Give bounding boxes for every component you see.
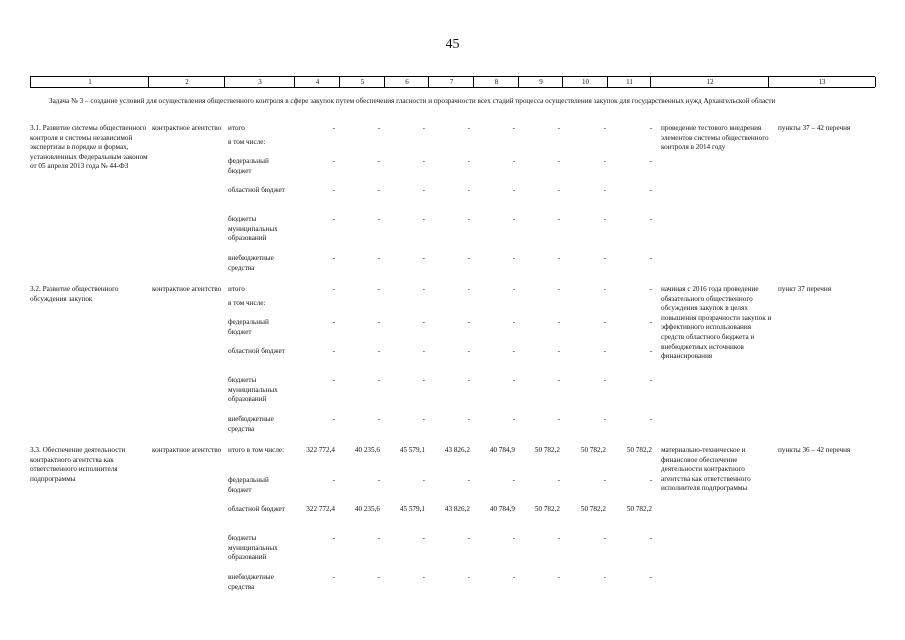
funding-value: - (557, 186, 560, 194)
funding-value: - (422, 415, 425, 423)
page-number: 45 (445, 37, 460, 52)
funding-value: 45 579,1 (399, 446, 425, 454)
funding-value: - (603, 254, 606, 262)
activity-name: 3.3. Обеспечение деятельности контрактного агентства как ответственного исполнителя подпрограммы (30, 446, 126, 483)
header-cell: 12 (650, 77, 769, 87)
funding-value: - (603, 347, 606, 355)
funding-value: - (512, 254, 515, 262)
funding-value: - (603, 285, 606, 293)
funding-value: - (649, 476, 652, 484)
header-cell: 5 (339, 77, 385, 87)
funding-value: - (512, 573, 515, 581)
funding-value: - (512, 157, 515, 165)
activity-reference: пункт 37 перечня (778, 285, 832, 293)
header-cell: 1 (30, 77, 149, 87)
funding-value: - (467, 124, 470, 132)
funding-source-label: итого (228, 124, 245, 132)
funding-value: - (649, 415, 652, 423)
funding-source-label: федеральный бюджет (228, 157, 269, 175)
funding-value: 40 235,6 (354, 446, 380, 454)
funding-value: - (377, 157, 380, 165)
funding-value: - (512, 215, 515, 223)
funding-value: 50 782,2 (626, 505, 652, 513)
funding-value: 45 579,1 (399, 505, 425, 513)
funding-value: 43 826,2 (444, 505, 470, 513)
funding-value: - (332, 376, 335, 384)
funding-value: 50 782,2 (534, 446, 560, 454)
activity-name: 3.2. Развитие общественного обсуждения закупок (30, 285, 119, 303)
funding-value: - (467, 376, 470, 384)
activity-reference: пункты 37 – 42 перечня (778, 124, 851, 132)
funding-value: - (467, 285, 470, 293)
funding-source-label: итого (228, 285, 245, 293)
funding-source-label: в том числе: (228, 138, 266, 146)
header-cell: 10 (562, 77, 608, 87)
funding-value: - (512, 476, 515, 484)
funding-value: - (467, 215, 470, 223)
activity-result: материально-техническое и финансовое обеспечение деятельности контрактного агентства как ответственного исполнителя подпрограммы (661, 446, 751, 493)
funding-value: - (603, 573, 606, 581)
funding-source-label: федеральный бюджет (228, 476, 269, 494)
funding-value: - (512, 376, 515, 384)
funding-value: - (649, 254, 652, 262)
funding-value: - (332, 476, 335, 484)
funding-value: - (603, 157, 606, 165)
funding-value: - (603, 215, 606, 223)
funding-value: - (422, 124, 425, 132)
funding-value: - (377, 186, 380, 194)
activity-result: начиная с 2016 года проведение обязательного общественного обсуждения закупок в целях повышения прозрачности закупок и эффективного использования средств областного бюджета и внебюджетных источников финансирования (661, 285, 772, 361)
funding-value: - (422, 476, 425, 484)
funding-value: - (512, 318, 515, 326)
funding-value: - (467, 318, 470, 326)
header-cell: 4 (294, 77, 340, 87)
funding-value: - (332, 534, 335, 542)
funding-value: - (557, 215, 560, 223)
funding-source-label: в том числе: (228, 299, 266, 307)
funding-value: - (649, 215, 652, 223)
funding-value: - (422, 285, 425, 293)
funding-value: - (332, 124, 335, 132)
header-cell: 13 (768, 77, 876, 87)
funding-value: - (557, 376, 560, 384)
header-cell: 8 (473, 77, 519, 87)
funding-value: - (557, 347, 560, 355)
funding-value: - (467, 415, 470, 423)
funding-value: - (422, 318, 425, 326)
funding-value: - (557, 573, 560, 581)
funding-value: - (649, 318, 652, 326)
header-cell: 6 (384, 77, 429, 87)
funding-value: - (649, 186, 652, 194)
funding-value: - (603, 318, 606, 326)
funding-value: - (332, 285, 335, 293)
table-header-row (30, 76, 875, 88)
funding-value: - (377, 215, 380, 223)
funding-source-label: бюджеты муниципальных образований (228, 534, 278, 562)
activity-reference: пункты 36 – 42 перечня (778, 446, 851, 454)
header-cell: 9 (518, 77, 563, 87)
funding-value: 50 782,2 (534, 505, 560, 513)
funding-value: - (512, 415, 515, 423)
funding-value: 40 784,9 (489, 505, 515, 513)
header-cell: 11 (607, 77, 651, 87)
funding-source-label: областной бюджет (228, 505, 285, 513)
funding-value: - (557, 157, 560, 165)
funding-value: - (467, 476, 470, 484)
funding-value: - (422, 376, 425, 384)
funding-value: - (512, 285, 515, 293)
funding-value: - (332, 186, 335, 194)
header-cell: 3 (224, 77, 295, 87)
funding-value: - (332, 318, 335, 326)
funding-value: 50 782,2 (580, 505, 606, 513)
funding-value: - (512, 534, 515, 542)
funding-value: - (557, 254, 560, 262)
funding-value: - (377, 285, 380, 293)
funding-value: - (649, 124, 652, 132)
funding-source-label: внебюджетные средства (228, 573, 274, 591)
funding-value: - (377, 124, 380, 132)
funding-source-label: итого в том числе: (228, 446, 285, 454)
task-title: Задача № 3 – создание условий для осуществления общественного контроля в сфере закупок путем обеспечения гласности и прозрачности всех стадий процесса осуществления закупок для государственных нужд Архангельской области (49, 97, 776, 105)
funding-value: - (557, 285, 560, 293)
funding-value: - (467, 347, 470, 355)
funding-value: 50 782,2 (626, 446, 652, 454)
funding-value: - (649, 157, 652, 165)
funding-source-label: бюджеты муниципальных образований (228, 376, 278, 404)
activity-executor: контрактное агентство (152, 285, 222, 293)
funding-value: - (467, 186, 470, 194)
funding-value: - (377, 476, 380, 484)
funding-value: - (603, 124, 606, 132)
funding-source-label: внебюджетные средства (228, 254, 274, 272)
funding-value: - (603, 476, 606, 484)
activity-result: проведение тестового внедрения элементов системы общественного контроля в 2014 году (661, 124, 769, 152)
funding-value: 322 772,4 (306, 446, 335, 454)
funding-source-label: областной бюджет (228, 347, 285, 355)
funding-value: - (603, 534, 606, 542)
funding-value: 322 772,4 (306, 505, 335, 513)
funding-source-label: областной бюджет (228, 186, 285, 194)
funding-value: - (649, 376, 652, 384)
funding-value: - (332, 157, 335, 165)
activity-executor: контрактное агентство (152, 446, 222, 454)
funding-value: - (649, 534, 652, 542)
funding-value: - (467, 254, 470, 262)
funding-value: 43 826,2 (444, 446, 470, 454)
activity-executor: контрактное агентство (152, 124, 222, 132)
funding-value: - (422, 157, 425, 165)
header-cell: 7 (428, 77, 474, 87)
funding-value: - (557, 476, 560, 484)
funding-value: - (557, 124, 560, 132)
funding-value: - (422, 347, 425, 355)
funding-value: - (332, 254, 335, 262)
funding-value: - (422, 215, 425, 223)
funding-value: - (557, 318, 560, 326)
funding-value: - (422, 254, 425, 262)
funding-value: - (557, 534, 560, 542)
funding-value: - (649, 347, 652, 355)
funding-value: - (649, 285, 652, 293)
funding-value: - (377, 534, 380, 542)
funding-source-label: федеральный бюджет (228, 318, 269, 336)
funding-value: - (603, 415, 606, 423)
funding-value: 40 235,6 (354, 505, 380, 513)
funding-value: - (467, 573, 470, 581)
header-cell: 2 (148, 77, 225, 87)
funding-value: 40 784,9 (489, 446, 515, 454)
funding-value: - (377, 254, 380, 262)
funding-value: - (422, 534, 425, 542)
funding-value: - (377, 415, 380, 423)
funding-value: - (332, 573, 335, 581)
funding-value: - (512, 186, 515, 194)
activity-name: 3.1. Развитие системы общественного контроля и системы независимой экспертизы в порядке и формах, установленных Федеральным законом от 05 апреля 2013 года № 44-ФЗ (30, 124, 148, 171)
funding-source-label: бюджеты муниципальных образований (228, 215, 278, 243)
funding-value: - (377, 376, 380, 384)
funding-value: - (377, 573, 380, 581)
funding-value: - (512, 124, 515, 132)
funding-value: - (649, 573, 652, 581)
funding-value: - (603, 376, 606, 384)
funding-value: 50 782,2 (580, 446, 606, 454)
funding-value: - (332, 215, 335, 223)
funding-value: - (557, 415, 560, 423)
funding-source-label: внебюджетные средства (228, 415, 274, 433)
funding-value: - (467, 534, 470, 542)
funding-value: - (467, 157, 470, 165)
funding-value: - (377, 347, 380, 355)
funding-value: - (512, 347, 515, 355)
funding-value: - (332, 347, 335, 355)
funding-value: - (332, 415, 335, 423)
funding-value: - (377, 318, 380, 326)
funding-value: - (422, 573, 425, 581)
funding-value: - (603, 186, 606, 194)
funding-value: - (422, 186, 425, 194)
